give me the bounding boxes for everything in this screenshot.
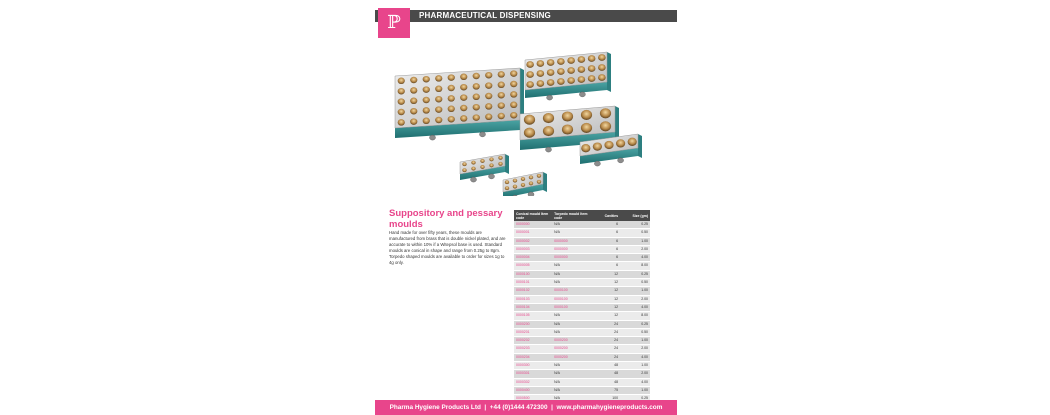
cell-cavities: 24 bbox=[590, 353, 620, 361]
cell-conical-code: 0000004 bbox=[514, 254, 552, 262]
cell-torpedo-code: 0000000 bbox=[552, 237, 590, 245]
cell-conical-code: 0000102 bbox=[514, 287, 552, 295]
cell-cavities: 12 bbox=[590, 279, 620, 287]
col-size: Size (gm) bbox=[620, 210, 650, 221]
cell-size: 2.00 bbox=[620, 370, 650, 378]
cell-torpedo-code: N/A bbox=[552, 312, 590, 320]
cell-size: 1.00 bbox=[620, 362, 650, 370]
cell-conical-code: 0000200 bbox=[514, 320, 552, 328]
table-row bbox=[514, 328, 650, 336]
table-row bbox=[514, 303, 650, 311]
cell-cavities: 12 bbox=[590, 287, 620, 295]
section-intro-text: Hand made for over fifty years, these moulds are manufactured from brass that is double nickel plated, and are accurate to within 10% if a Witepsol base is used. Standard moulds are conical in shape and range from 0.25g to 8gm. Torpedo shaped moulds are available to order for sizes 1g to 4g only. bbox=[389, 230, 506, 266]
cell-conical-code: 0000204 bbox=[514, 353, 552, 361]
cell-size: 1.00 bbox=[620, 237, 650, 245]
cell-size: 2.00 bbox=[620, 295, 650, 303]
cell-conical-code: 0000202 bbox=[514, 337, 552, 345]
table-row bbox=[514, 237, 650, 245]
cell-size: 4.00 bbox=[620, 254, 650, 262]
table-row bbox=[514, 378, 650, 386]
cell-torpedo-code: N/A bbox=[552, 378, 590, 386]
cell-conical-code: 0000302 bbox=[514, 378, 552, 386]
footer-company: Pharma Hygiene Products Ltd bbox=[389, 404, 481, 411]
col-torpedo-code: Torpedo mould Item code bbox=[552, 210, 590, 221]
cell-size: 4.00 bbox=[620, 303, 650, 311]
cell-cavities: 48 bbox=[590, 362, 620, 370]
table-row bbox=[514, 254, 650, 262]
cell-torpedo-code: 0000000 bbox=[552, 245, 590, 253]
cell-cavities: 6 bbox=[590, 229, 620, 237]
table-row bbox=[514, 279, 650, 287]
cell-torpedo-code: N/A bbox=[552, 279, 590, 287]
cell-cavities: 12 bbox=[590, 295, 620, 303]
section-title: Suppository and pessary moulds bbox=[389, 208, 503, 230]
cell-cavities: 6 bbox=[590, 254, 620, 262]
cell-cavities: 24 bbox=[590, 328, 620, 336]
cell-size: 0.50 bbox=[620, 279, 650, 287]
cell-torpedo-code: N/A bbox=[552, 270, 590, 278]
footer-separator: | bbox=[484, 404, 487, 411]
footer-separator: | bbox=[551, 404, 553, 411]
cell-conical-code: 0000104 bbox=[514, 303, 552, 311]
cell-cavities: 24 bbox=[590, 320, 620, 328]
cell-conical-code: 0000002 bbox=[514, 237, 552, 245]
col-conical-code: Conical mould Item code bbox=[514, 210, 552, 221]
mould-blocks bbox=[395, 52, 642, 196]
table-row bbox=[514, 229, 650, 237]
cell-cavities: 12 bbox=[590, 270, 620, 278]
cell-cavities: 100 bbox=[590, 395, 620, 403]
footer-bar bbox=[375, 400, 677, 415]
table-row bbox=[514, 312, 650, 320]
cell-size: 8.00 bbox=[620, 312, 650, 320]
cell-size: 0.25 bbox=[620, 270, 650, 278]
footer-text bbox=[375, 400, 677, 415]
table-row bbox=[514, 370, 650, 378]
table-row bbox=[514, 386, 650, 394]
cell-conical-code: 0000203 bbox=[514, 345, 552, 353]
cell-size: 0.25 bbox=[620, 320, 650, 328]
cell-size: 8.00 bbox=[620, 262, 650, 270]
cell-cavities: 75 bbox=[590, 386, 620, 394]
brand-logo-icon: ℙ bbox=[378, 8, 410, 38]
cell-torpedo-code: N/A bbox=[552, 229, 590, 237]
table-row bbox=[514, 337, 650, 345]
cell-size: 1.00 bbox=[620, 287, 650, 295]
col-cavities: Cavities bbox=[590, 210, 620, 221]
table-row bbox=[514, 245, 650, 253]
table-row bbox=[514, 262, 650, 270]
cell-torpedo-code: 0000200 bbox=[552, 345, 590, 353]
cell-size: 1.00 bbox=[620, 337, 650, 345]
mould-block-medium bbox=[525, 52, 611, 100]
table-row bbox=[514, 295, 650, 303]
table-row bbox=[514, 320, 650, 328]
mould-table bbox=[514, 210, 650, 404]
cell-torpedo-code: N/A bbox=[552, 370, 590, 378]
cell-cavities: 24 bbox=[590, 337, 620, 345]
cell-conical-code: 0000500 bbox=[514, 395, 552, 403]
table-row bbox=[514, 345, 650, 353]
cell-cavities: 48 bbox=[590, 370, 620, 378]
cell-conical-code: 0000001 bbox=[514, 229, 552, 237]
mould-block-tiny bbox=[460, 154, 509, 182]
brochure-page bbox=[375, 0, 677, 415]
cell-size: 0.25 bbox=[620, 395, 650, 403]
cell-size: 4.00 bbox=[620, 378, 650, 386]
cell-cavities: 12 bbox=[590, 303, 620, 311]
cell-conical-code: 0000105 bbox=[514, 312, 552, 320]
cell-size: 2.00 bbox=[620, 245, 650, 253]
cell-torpedo-code: N/A bbox=[552, 362, 590, 370]
cell-cavities: 12 bbox=[590, 312, 620, 320]
header-bar bbox=[375, 10, 677, 33]
cell-cavities: 24 bbox=[590, 345, 620, 353]
mould-block-large bbox=[395, 68, 524, 140]
cell-torpedo-code: 0000100 bbox=[552, 295, 590, 303]
table-row bbox=[514, 221, 650, 229]
cell-conical-code: 0000103 bbox=[514, 295, 552, 303]
table-body bbox=[514, 221, 650, 403]
cell-torpedo-code: 0000200 bbox=[552, 353, 590, 361]
table-row bbox=[514, 353, 650, 361]
cell-conical-code: 0000000 bbox=[514, 221, 552, 229]
cell-conical-code: 0000100 bbox=[514, 270, 552, 278]
footer-phone[interactable]: +44 (0)1444 472300 bbox=[489, 404, 548, 411]
cell-size: 4.00 bbox=[620, 353, 650, 361]
table-row bbox=[514, 270, 650, 278]
cell-conical-code: 0000201 bbox=[514, 328, 552, 336]
mould-block-tiny-front bbox=[503, 172, 547, 196]
cell-size: 1.00 bbox=[620, 386, 650, 394]
cell-conical-code: 0000300 bbox=[514, 362, 552, 370]
footer-website-link[interactable]: www.pharmahygieneproducts.com bbox=[556, 404, 663, 411]
cell-size: 0.25 bbox=[620, 221, 650, 229]
cell-cavities: 48 bbox=[590, 378, 620, 386]
cell-torpedo-code: 0000100 bbox=[552, 287, 590, 295]
cell-torpedo-code: 0000000 bbox=[552, 254, 590, 262]
cell-cavities: 6 bbox=[590, 221, 620, 229]
cell-size: 2.00 bbox=[620, 345, 650, 353]
cell-torpedo-code: N/A bbox=[552, 386, 590, 394]
cell-torpedo-code: N/A bbox=[552, 328, 590, 336]
header-title: PHARMACEUTICAL DISPENSING bbox=[419, 11, 551, 20]
table-header-row bbox=[514, 210, 650, 221]
cell-torpedo-code: 0000200 bbox=[552, 337, 590, 345]
table-row bbox=[514, 362, 650, 370]
cell-cavities: 6 bbox=[590, 245, 620, 253]
cell-cavities: 6 bbox=[590, 237, 620, 245]
cell-conical-code: 0000400 bbox=[514, 386, 552, 394]
cell-conical-code: 0000101 bbox=[514, 279, 552, 287]
table-row bbox=[514, 287, 650, 295]
cell-conical-code: 0000301 bbox=[514, 370, 552, 378]
cell-cavities: 6 bbox=[590, 262, 620, 270]
cell-torpedo-code: N/A bbox=[552, 320, 590, 328]
cell-torpedo-code: N/A bbox=[552, 221, 590, 229]
cell-size: 0.50 bbox=[620, 229, 650, 237]
cell-torpedo-code: 0000100 bbox=[552, 303, 590, 311]
cell-torpedo-code: N/A bbox=[552, 395, 590, 403]
mould-blocks-photo bbox=[385, 46, 670, 196]
cell-torpedo-code: N/A bbox=[552, 262, 590, 270]
cell-size: 0.50 bbox=[620, 328, 650, 336]
cell-conical-code: 0000003 bbox=[514, 245, 552, 253]
cell-conical-code: 0000005 bbox=[514, 262, 552, 270]
